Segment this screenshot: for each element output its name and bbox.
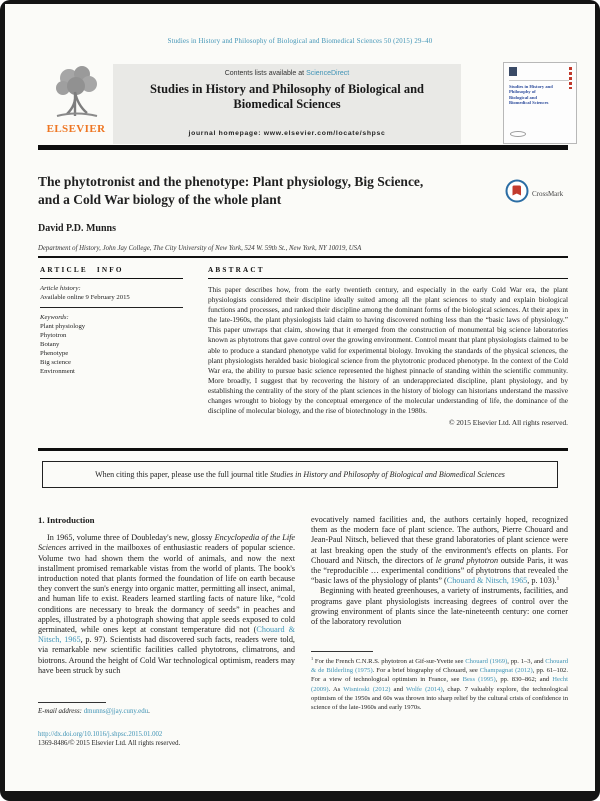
article-info-rule <box>40 278 183 279</box>
title-block-rule <box>38 256 568 258</box>
text-segment: evocatively named facilities and, the authors certainly hoped, recognized them as the modern face of plant science. The authors, Pierre Chouard and Jean-Paul Nitsch, believed that these grand laboratories of plant science were at last breaking open the study of the environment's effects on plants. For Chouard and Nitsch, the directors of <box>311 515 568 565</box>
article-title-line2: and a Cold War biology of the whole plant <box>38 191 282 207</box>
body-paragraph-2: Beginning with heated greenhouses, a variety of instruments, facilities, and programs gave plant physiologists increasing degrees of control over the growing environment of plants since the late-nineteenth century: one corner of the laboratory revolution <box>311 586 568 627</box>
doi-block <box>38 730 338 749</box>
body-right-column <box>311 515 568 627</box>
intro-paragraph-left <box>38 533 295 676</box>
citation-link[interactable]: Chouard & Nitsch, 1965 <box>38 625 295 645</box>
abstract-copyright: © 2015 Elsevier Ltd. All rights reserved. <box>448 418 568 428</box>
citation-link[interactable]: dmunns@jjay.cuny.edu <box>83 708 149 715</box>
article-page <box>5 4 595 791</box>
citation-link[interactable]: Chouard & de Bilderling (1975) <box>311 658 569 675</box>
text-segment: , pp. 830–862; and <box>495 676 553 684</box>
author-affiliation: Department of History, John Jay College, The City University of New York, 524 W. 59th St., New York, NY 10019, USA <box>38 245 362 252</box>
available-online-date: Available online 9 February 2015 <box>40 294 130 301</box>
text-segment: . For a brief biography of Chouard, see <box>372 667 480 675</box>
doi-link[interactable]: http://dx.doi.org/10.1016/j.shpsc.2015.01.002 <box>38 731 163 738</box>
elsevier-tree-icon <box>38 64 114 122</box>
keyword: Phenotype <box>40 350 69 357</box>
text-segment: E-mail address: <box>38 708 84 715</box>
journal-masthead <box>113 64 461 144</box>
abstract-column <box>208 266 568 427</box>
cover-spine-marks <box>569 67 572 89</box>
text-segment: , pp. 1–3, and <box>507 658 546 665</box>
article-info-heading: ARTICLE INFO <box>40 266 124 274</box>
crossmark-label: CrossMark <box>532 189 564 198</box>
citation-notice-text <box>95 470 505 479</box>
article-title-line1: The phytotronist and the phenotype: Plant physiology, Big Science, <box>38 174 424 189</box>
body-left-column <box>38 515 295 676</box>
article-history-label: Article history: <box>40 285 81 292</box>
masthead-rule <box>38 145 568 150</box>
contents-line <box>113 70 461 77</box>
elsevier-wordmark: ELSEVIER <box>46 123 106 135</box>
contents-prefix: Contents lists available at <box>224 70 307 77</box>
email-divider <box>38 702 106 703</box>
cover-oval-logo <box>510 131 526 137</box>
running-head-citation: Studies in History and Philosophy of Biological and Biomedical Sciences 50 (2015) 29–40 <box>167 38 433 45</box>
text-segment: and <box>390 685 407 693</box>
email-footnote <box>38 702 295 715</box>
intro-paragraph-right <box>311 515 568 586</box>
citation-link[interactable]: Wolfe (2014) <box>406 685 443 693</box>
text-segment: , p. 97). Scientists had discovered such facts, readers were told, via remarkable new scientific facilities called phytotrons, climatrons, and biotrons. Around the height of Cold War technological optimism, readers may have been struck by such <box>38 635 295 675</box>
journal-cover-thumbnail <box>503 62 577 144</box>
author-name: David P.D. Munns <box>38 223 116 234</box>
cover-divider <box>509 80 569 81</box>
abstract-rule <box>208 278 568 279</box>
text-segment: When citing this paper, please use the full journal title <box>95 470 271 479</box>
keyword: Plant physiology <box>40 323 86 330</box>
citation-link[interactable]: Hecht (2009) <box>311 676 569 693</box>
text-segment: outside Paris, it was the “reproducible … experimental conditions” of phytotrons that revealed the “basic laws of the physiology of plants” ( <box>311 555 568 586</box>
journal-homepage-link[interactable]: journal homepage: www.elsevier.com/locate/shpsc <box>188 130 386 137</box>
citation-link[interactable]: Bess (1995) <box>462 676 496 684</box>
cover-publisher-logo <box>509 67 517 76</box>
article-info-column <box>40 266 183 376</box>
footnote-1 <box>311 651 568 712</box>
text-segment: For the French C.N.R.S. phytotron at Gif-sur-Yvette see <box>313 658 466 665</box>
sciencedirect-link[interactable]: ScienceDirect <box>306 70 350 77</box>
crossmark-icon <box>505 179 529 208</box>
journal-title <box>113 82 461 112</box>
text-segment: . <box>148 708 150 715</box>
abstract-heading: ABSTRACT <box>208 266 265 274</box>
text-segment: Encyclopedia of the Life Sciences <box>38 533 296 553</box>
citation-link[interactable]: Wisnioski (2012) <box>343 685 391 693</box>
article-title <box>38 173 500 208</box>
text-segment: . As <box>328 685 344 693</box>
text-segment: , pp. 61–102. For a view of technological optimism in France, see <box>311 667 568 684</box>
text-segment: Studies in History and Philosophy of Biological and Biomedical Sciences <box>270 470 505 479</box>
keyword: Environment <box>40 368 75 375</box>
footnote-1-text <box>311 657 568 712</box>
text-segment: In 1965, volume three of Doubleday's new, glossy <box>47 533 215 543</box>
citation-notice-box <box>42 461 558 488</box>
keyword: Botany <box>40 341 60 348</box>
issn-copyright-line: 1369-8486/© 2015 Elsevier Ltd. All rights reserved. <box>38 740 181 748</box>
keyword: Phytotron <box>40 332 67 339</box>
text-segment: le grand phytotron <box>435 555 499 565</box>
keywords-rule <box>40 307 183 308</box>
citation-link[interactable]: Chouard & Nitsch, 1965 <box>446 576 528 586</box>
section-heading-introduction: 1. Introduction <box>38 515 95 525</box>
abstract-text: This paper describes how, from the early twentieth century, and especially in the early Cold War era, the plant physiologists considered their discipline ideally suited among all the plant sciences to study and explain biological functions and processes, and ranked their discipline among the dominant forms of the biological sciences. At their apex in the late-1960s, the plant physiologists laid claim to having discovered nothing less than the “basic laws of physiology.” This paper unwraps that claim, showing that it emerged from the construction of monumental big science laboratories known as phytotrons that gave control over the growing environment. Control meant that plant physiologists claimed to be able to produce a standard phenotype valid for experimental biology. Invoking the standards of the physical sciences, the plant physiologists heralded basic biological science from the phytotronic produced phenotype. In the context of the Cold War era, the ability to pursue basic science represented the highest pinnacle of standing within the scientific community. More broadly, I suggest that by recovering the history of an underappreciated discipline, plant physiology, and by establishing the centrality of the story of the plant sciences in the history of biology can historians understand the massive changes wrought to biology by the conceptual emergence of the molecular understanding of life, the dominance of the discipline of molecular biology, and the rise of biotechnology in the 1980s. <box>208 285 568 416</box>
citation-link[interactable]: Chouard (1969) <box>465 658 508 665</box>
text-segment: 1 <box>556 575 560 582</box>
journal-title-line1: Studies in History and Philosophy of Biological and <box>149 82 425 96</box>
text-segment: , p. 103). <box>527 576 557 586</box>
text-segment: , chap. 7 valuably explore, the technological optimism of the 1950s and 60s was thrown into sharp relief by the cultural crisis of confidence in science of the late-1960s and early 1970s. <box>311 685 568 712</box>
citation-link[interactable]: Champagnat (2012) <box>479 667 533 675</box>
keyword: Big science <box>40 359 72 366</box>
text-segment: 1 <box>311 655 314 661</box>
abstract-bottom-rule <box>38 448 568 451</box>
email-line <box>38 708 295 715</box>
keywords-label: Keywords: <box>40 314 69 321</box>
text-segment: arrived in the mailboxes of enthusiastic readers of popular science. Volume two had shown them the world of animals, and now the next installment promised remarkable vistas from the world of plants. The book's introduction noted that plants formed the foundation of life on earth because they convert the sun's energy into organic matter, permitting all insect, animal, and human life to exist. Readers learned startling facts of nature like, “cold conditions are necessary to break the dormancy of seeds” in peaches and apples, illustrated by a photograph showing that apple seeds exposed to cold germinated, while ones kept at constant temperature did not ( <box>38 543 295 635</box>
crossmark-badge[interactable] <box>505 179 585 208</box>
cover-title: Studies in History and Philosophy of Biological and Biomedical Sciences <box>509 84 553 106</box>
elsevier-logo <box>38 64 114 144</box>
journal-title-line2: Biomedical Sciences <box>233 97 341 111</box>
footnote-divider <box>311 651 373 652</box>
